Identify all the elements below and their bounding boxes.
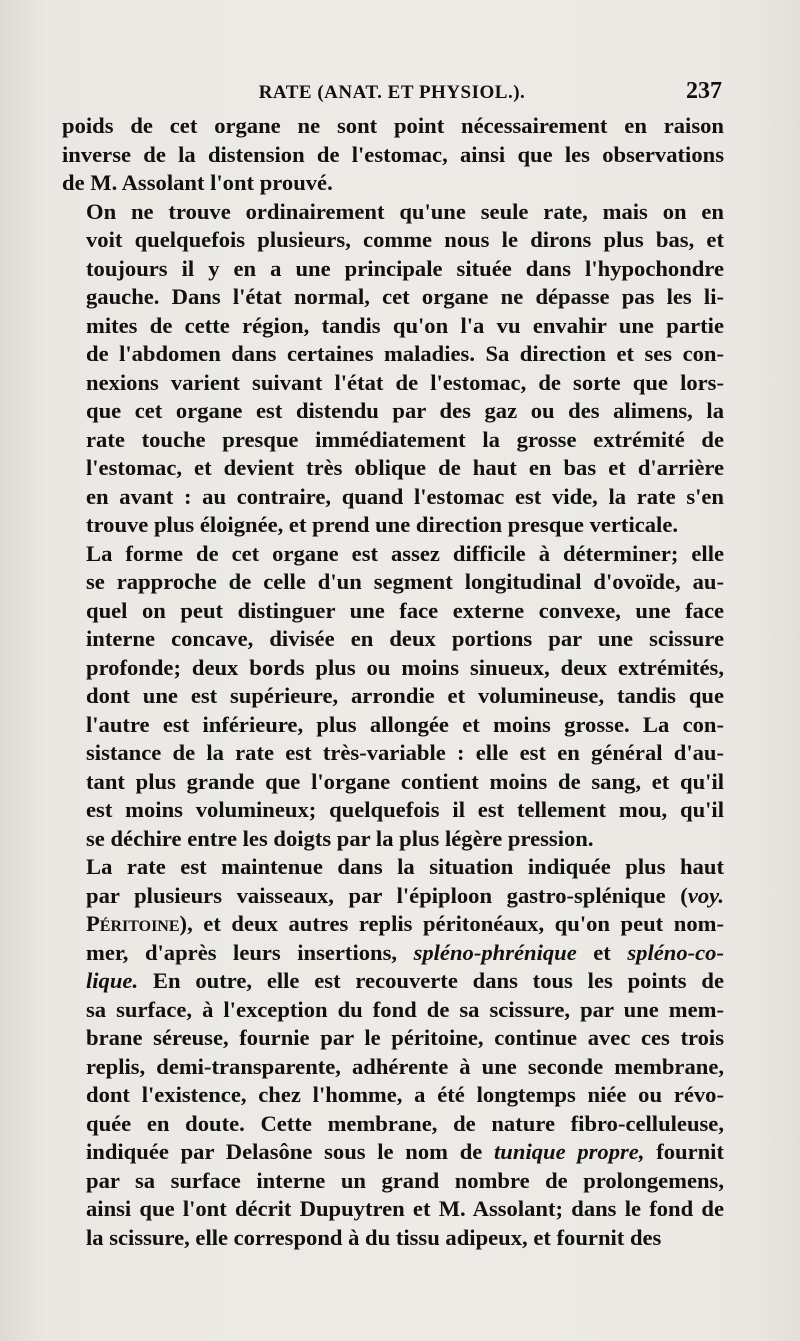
text-line: de l'abdomen dans certaines maladies. Sa direction et ses con- bbox=[86, 341, 724, 366]
text-line: dont une est supérieure, arrondie et volumineuse, tandis que bbox=[86, 683, 724, 708]
text-line: La rate est maintenue dans la situation indiquée plus haut bbox=[86, 854, 724, 879]
body-text bbox=[62, 112, 724, 1252]
text-line: sa surface, à l'exception du fond de sa scissure, par une mem- bbox=[86, 996, 724, 1022]
text-line: quée en doute. Cette membrane, de nature fibro-celluleuse, bbox=[86, 1110, 724, 1136]
text-line: Péritoine), et deux autres replis péritonéaux, qu'on peut nom- bbox=[86, 911, 724, 936]
text-line: interne concave, divisée en deux portions par une scissure bbox=[86, 626, 724, 651]
running-head-section: (ANAT. ET PHYSIOL.). bbox=[317, 82, 526, 103]
text-line: profonde; deux bords plus ou moins sinueux, deux extrémités, bbox=[86, 654, 724, 680]
text-line: La forme de cet organe est assez difficile à déterminer; elle bbox=[86, 540, 724, 566]
text-line: en avant : au contraire, quand l'estomac est vide, la rate s'en bbox=[86, 483, 724, 509]
text-line: poids de cet organe ne sont point nécessairement en raison bbox=[62, 113, 724, 138]
page-header bbox=[62, 78, 722, 112]
text-line: mer, d'après leurs insertions, spléno-phrénique et spléno-co- bbox=[86, 939, 724, 965]
text-line: tant plus grande que l'organe contient moins de sang, et qu'il bbox=[86, 768, 724, 794]
text-line: indiquée par Delasône sous le nom de tunique propre, fournit bbox=[86, 1139, 724, 1164]
text-line: sistance de la rate est très-variable : elle est en général d'au- bbox=[86, 740, 724, 765]
text-line: se rapproche de celle d'un segment longitudinal d'ovoïde, au- bbox=[86, 569, 724, 594]
text-line: se déchire entre les doigts par la plus légère pression. bbox=[86, 825, 594, 851]
text-line: ainsi que l'ont décrit Dupuytren et M. Assolant; dans le fond de bbox=[86, 1196, 724, 1221]
text-line: dont l'existence, chez l'homme, a été longtemps niée ou révo- bbox=[86, 1082, 724, 1107]
text-line: par sa surface interne un grand nombre de prolongemens, bbox=[86, 1167, 724, 1193]
paragraph bbox=[62, 540, 724, 854]
text-line: l'autre est inférieure, plus allongée et moins grosse. La con- bbox=[86, 711, 724, 737]
text-line: que cet organe est distendu par des gaz ou des alimens, la bbox=[86, 398, 724, 423]
text-line: voit quelquefois plusieurs, comme nous le dirons plus bas, et bbox=[86, 227, 724, 252]
running-head bbox=[62, 82, 722, 104]
text-line: inverse de la distension de l'estomac, ainsi que les observations bbox=[62, 141, 724, 167]
text-line: replis, demi-transparente, adhérente à une seconde membrane, bbox=[86, 1053, 724, 1079]
paragraph bbox=[62, 198, 724, 540]
text-line: est moins volumineux; quelquefois il est tellement mou, qu'il bbox=[86, 797, 724, 822]
text-line: la scissure, elle correspond à du tissu adipeux, et fournit des bbox=[86, 1224, 662, 1250]
text-line: On ne trouve ordinairement qu'une seule rate, mais on en bbox=[86, 198, 724, 224]
text-line: de M. Assolant l'ont prouvé. bbox=[62, 170, 333, 195]
text-line: trouve plus éloignée, et prend une direction presque verticale. bbox=[86, 512, 679, 537]
text-line: rate touche presque immédiatement la grosse extrémité de bbox=[86, 426, 724, 452]
running-head-main: RATE bbox=[258, 82, 313, 103]
text-line: l'estomac, et devient très oblique de haut en bas et d'arrière bbox=[86, 455, 724, 480]
text-line: mites de cette région, tandis qu'on l'a vu envahir une partie bbox=[86, 312, 724, 338]
paragraph bbox=[62, 112, 724, 198]
text-line: gauche. Dans l'état normal, cet organe ne dépasse pas les li- bbox=[86, 284, 724, 309]
paragraph bbox=[62, 853, 724, 1252]
page-number: 237 bbox=[686, 78, 722, 104]
text-line: lique. En outre, elle est recouverte dans tous les points de bbox=[86, 968, 724, 993]
text-line: par plusieurs vaisseaux, par l'épiploon gastro-splénique (voy. bbox=[86, 882, 724, 908]
text-line: nexions varient suivant l'état de l'estomac, de sorte que lors- bbox=[86, 369, 724, 395]
text-line: quel on peut distinguer une face externe convexe, une face bbox=[86, 597, 724, 623]
text-line: toujours il y en a une principale située dans l'hypochondre bbox=[86, 255, 724, 281]
text-line: brane séreuse, fournie par le péritoine, continue avec ces trois bbox=[86, 1025, 724, 1050]
